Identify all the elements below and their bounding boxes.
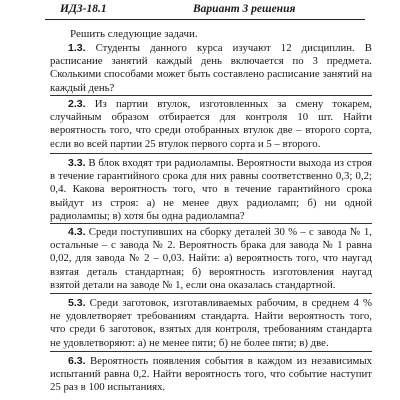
variant-title: Вариант 3 решения	[193, 3, 296, 15]
problem-number: 2.3.	[68, 98, 86, 110]
problem-4-3	[50, 226, 372, 292]
problem-2-3	[50, 98, 372, 151]
intro-text: Решить следующие задачи.	[70, 28, 198, 40]
problem-text: В блок входят три радиолампы. Вероятности выхода из строя в течение гарантийного срока для них равны соответственно 0,3; 0,2; 0,4. Какова вероятность того, что в течение гарантийного срока выйдут из строя: а) не менее двух радиоламп; б) ни одной радиолампы; в) хотя бы одна радиолампа?	[50, 157, 372, 222]
problem-number: 5.3.	[68, 297, 86, 309]
problem-number: 4.3.	[68, 226, 86, 238]
problem-6-3	[50, 355, 372, 395]
problem-number: 1.3.	[68, 42, 86, 54]
problem-5-3	[50, 297, 372, 350]
problem-text: Из партии втулок, изготовленных за смену токарем, случайным образом отбирается для контроля 10 шт. Найти вероятность того, что среди отобранных втулок две – второго сорта, если во всей партии 25 втулок первого сорта и 5 – второго.	[50, 98, 372, 150]
divider	[50, 293, 372, 294]
assignment-code: ИДЗ-18.1	[60, 3, 107, 15]
divider	[50, 153, 372, 154]
divider	[50, 351, 372, 352]
problem-text: Среди поступивших на сборку деталей 30 % – с завода № 1, остальные – с завода № 2. Вероятность брака для завода № 1 равна 0,02, для завода № 2 – 0,03. Найти: а) вероятность того, что наугад взятая деталь стандартная; б) вероятность изготовления наугад взятой детали на заводе № 1, если она оказалась стандартной.	[50, 226, 372, 291]
page-header	[45, 3, 365, 20]
problem-text: Среди заготовок, изготавливаемых рабочим, в среднем 4 % не удовлетворяет требованиям стандарта. Найти вероятность того, что среди 6 заготовок, взятых для контроля, требованиям стандарта не удовлетворяют: а) не менее пяти; б) не более пяти; в) две.	[50, 297, 372, 349]
problem-number: 3.3.	[68, 157, 86, 169]
problem-number: 6.3.	[68, 355, 86, 367]
problem-3-3	[50, 157, 372, 223]
divider	[50, 223, 372, 224]
problem-text: Вероятность появления события в каждом из независимых испытаний равна 0,2. Найти вероятность того, что событие наступит 25 раз в 100 испытаниях.	[50, 355, 372, 394]
divider	[50, 95, 372, 96]
problem-text: Студенты данного курса изучают 12 дисциплин. В расписание занятий каждый день включается по 3 предмета. Сколькими способами может быть составлено расписание занятий на каждый день?	[50, 42, 373, 94]
problem-1-3	[50, 42, 372, 95]
